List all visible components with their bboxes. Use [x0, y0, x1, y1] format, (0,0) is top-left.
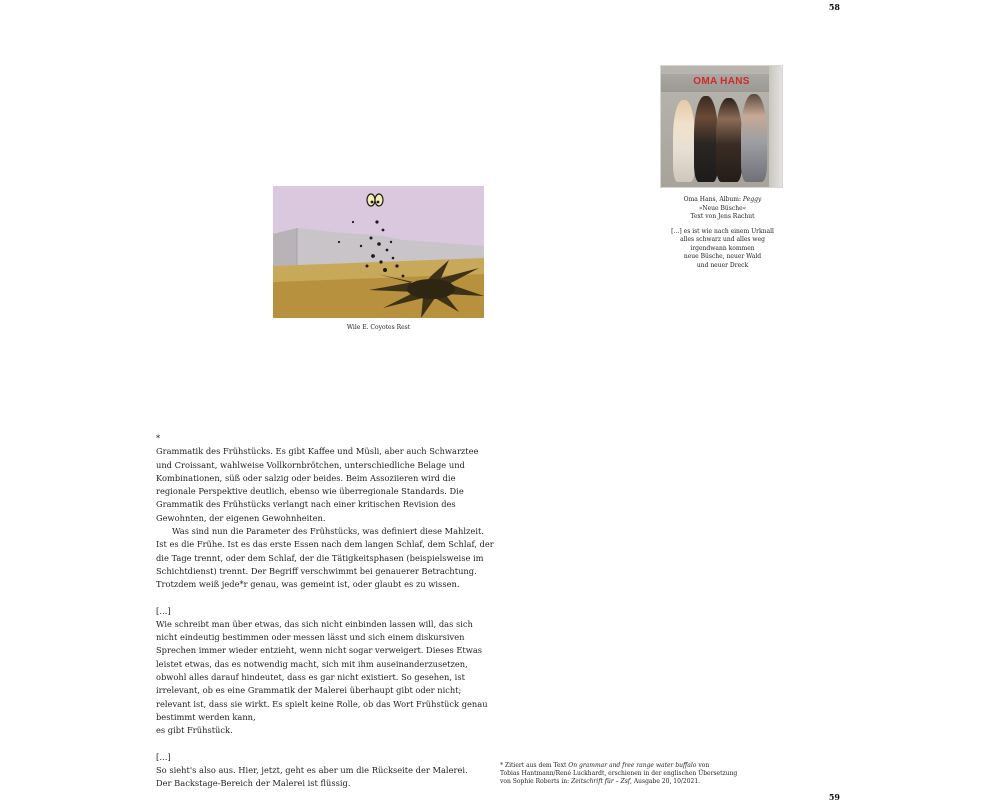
figure-2: [694, 96, 718, 182]
footnote-marker: *: [156, 433, 161, 443]
album-sleeve-edge: [769, 66, 782, 187]
paragraph-3: Wie schreibt man über etwas, das sich nicht einbinden lassen will, das sich nicht eindeutig bestimmen oder messen lässt und sich einem diskursiven Sprechen immer wieder entzieht, wenn nicht sogar verweigert. Dieses Etwas leistet etwas, das es notwendig macht, sich mit ihm auseinanderzusetzen, obwohl alles darauf hindeutet, dass es gar nicht existiert. So gesehen, ist irrelevant, ob es eine Grammatik der Malerei überhaupt gibt oder nicht; relevant ist, dass sie wirkt. Es spielt keine Rolle, ob das Wort Frühstück genau bestimmt werden kann,: [156, 618, 488, 722]
album-caption-line1: Oma Hans, Album: Peggy: [683, 196, 762, 203]
paragraph-3-end: es gibt Frühstück.: [156, 725, 233, 736]
figure-3: [716, 98, 742, 182]
album-caption: [640, 196, 805, 276]
paragraph-2: Was sind nun die Parameter des Frühstücks, was definiert diese Mahlzeit. Ist es die Frühe. Ist es das erste Essen nach dem langen Schlaf, dem Schlaf, der die Tage trennt, oder dem Schlaf, der die Tätigkeitsphasen (beispielsweise im Schichtdienst) trennt. Der Begriff verschwimmt bei genauerer Betrachtung. Trotzdem weiß jede*r genau, was gemeint ist, oder glaubt es zu wissen.: [156, 526, 494, 590]
figure-1: [673, 100, 695, 182]
footnote-line2: Tobias Hantmann/René Luckhardt, erschienen in der englischen Übersetzung: [500, 770, 738, 778]
figure-4: [741, 94, 767, 182]
album-caption-line2: »Neue Büsche«: [698, 204, 747, 212]
coyote-cartoon-image: [273, 186, 484, 318]
album-cover-title: OMA HANS: [693, 76, 750, 87]
album-cover-image: [661, 66, 782, 187]
album-caption-line3: Text von Jens Rachut: [690, 213, 755, 220]
footnote-title: On grammar and free range water buffalo: [568, 762, 697, 769]
footnote-journal: Zeitschrift für – Zsf: [571, 778, 630, 786]
ellipsis-1: […]: [156, 605, 171, 616]
paragraph-4-line-2: Der Backstage-Bereich der Malerei ist flüssig.: [156, 778, 351, 789]
footnote: * Zitiert aus dem Text On grammar and free range water buffalo von Tobias Hantmann/René Luckhardt, erschienen in der englischen Übersetzung von Sophie Roberts in: Zeitschrift für – Zsf, Ausgabe 20, 10/2021.: [500, 762, 738, 786]
main-text: [156, 432, 496, 790]
page-number-top: 58: [828, 2, 840, 12]
page-number-bottom: 59: [828, 792, 840, 802]
album-quote: […] es ist wie nach einem Urknall alles schwarz und alles weg irgendwann kommen neue Büsche, neuer Wald und neuer Dreck: [671, 227, 774, 269]
cartoon-caption: Wile E. Coyotes Rest: [346, 324, 411, 331]
paragraph-1: Grammatik des Frühstücks. Es gibt Kaffee und Müsli, aber auch Schwarztee und Croissant, wahlweise Vollkornbrötchen, unterschiedliche Belage und Kombinationen, süß oder salzig oder beides. Beim Assoziieren wird die regionale Perspektive deutlich, ebenso wie überregionale Standards. Die Grammatik des Frühstücks verlangt nach einer kritischen Revision des Gewohnten, der eigenen Gewohnheiten.: [156, 446, 479, 523]
ellipsis-2: […]: [156, 751, 171, 762]
paragraph-4-line-1: So sieht's also aus. Hier, jetzt, geht es aber um die Rückseite der Malerei.: [156, 764, 468, 775]
cartoon-illustration: [273, 186, 484, 318]
